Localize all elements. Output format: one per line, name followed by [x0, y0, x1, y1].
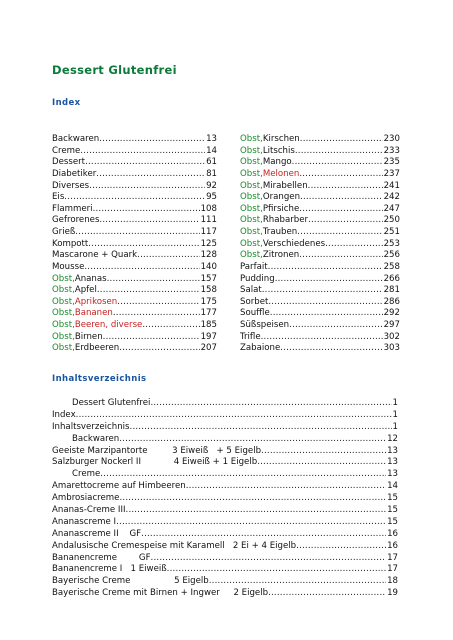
dot-leader: [280, 343, 382, 355]
index-entry-page: 158: [200, 285, 217, 296]
dot-leader: [299, 169, 382, 181]
index-entry-sublabel: Mango: [262, 157, 292, 168]
table-of-contents: [52, 398, 398, 600]
index-entry-label: Kompott: [52, 238, 89, 249]
dot-leader: [137, 250, 199, 262]
index-entry[interactable]: [52, 227, 217, 239]
index-entry-page: 81: [206, 168, 217, 179]
index-entry-page: 303: [383, 343, 400, 354]
index-entry-highlight: Aprikosen: [74, 296, 118, 307]
index-entry-label: Flammeri: [52, 203, 93, 214]
toc-entry[interactable]: [52, 446, 398, 458]
index-entry-sublabel: Erdbeeren: [74, 343, 120, 354]
index-entry[interactable]: [52, 204, 217, 216]
index-entry[interactable]: [52, 285, 217, 297]
dot-leader: [117, 297, 199, 309]
index-entry-page: 253: [383, 238, 400, 249]
dot-leader: [268, 297, 382, 309]
toc-entry[interactable]: [52, 434, 398, 446]
index-entry[interactable]: [240, 192, 400, 204]
dot-leader: [141, 529, 386, 541]
index-entry-label: Zabaione: [240, 343, 281, 354]
toc-entry-label: Ambrosiacreme: [52, 493, 120, 504]
dot-leader: [88, 239, 199, 251]
index-entry[interactable]: [240, 239, 400, 251]
index-entry[interactable]: [52, 181, 217, 193]
index-entry[interactable]: [52, 134, 217, 146]
index-entry-page: 175: [200, 296, 217, 307]
toc-entry-label: Ananas-Creme III: [52, 505, 126, 516]
index-entry-page: 281: [383, 285, 400, 296]
index-entry-label: Parfait: [240, 261, 268, 272]
index-entry-page: 197: [200, 331, 217, 342]
toc-entry-label: Bananencreme I 1 Eiweiß: [52, 564, 167, 575]
dot-leader: [80, 146, 205, 158]
index-entry-label: Obst,: [240, 227, 263, 237]
index-entry-label: Obst,: [52, 296, 75, 307]
toc-entry-label: Salzburger Nockerl II 4 Eiweiß + 1 Eigelb: [52, 457, 258, 468]
index-entry-sublabel: Verschiedenes: [262, 238, 326, 249]
dot-leader: [116, 517, 386, 529]
dot-leader: [295, 146, 383, 158]
index-entry-page: 258: [383, 261, 400, 272]
toc-entry-page: 19: [387, 588, 398, 599]
dot-leader: [209, 576, 386, 588]
index-entry[interactable]: [240, 227, 400, 239]
dot-leader: [308, 181, 383, 193]
index-entry-label: Obst,: [240, 192, 263, 203]
index-entry[interactable]: [240, 332, 400, 344]
index-entry-label: Süßspeisen: [240, 320, 290, 330]
toc-entry-page: 1: [392, 421, 398, 432]
toc-entry-label: Index: [52, 409, 76, 420]
dot-leader: [130, 422, 392, 434]
index-entry-label: Diverses: [52, 180, 90, 191]
index-entry[interactable]: [52, 343, 217, 355]
index-entry-label: Obst,: [52, 308, 75, 319]
dot-leader: [107, 274, 200, 286]
toc-heading: Inhaltsverzeichnis: [52, 374, 147, 384]
dot-leader: [99, 215, 199, 227]
index-entry-highlight: Beeren, diverse: [74, 320, 143, 330]
index-entry[interactable]: [240, 204, 400, 216]
index-entry[interactable]: [240, 262, 400, 274]
index-entry-page: 185: [200, 320, 217, 330]
index-entry-page: 230: [383, 134, 400, 144]
toc-entry[interactable]: [52, 505, 398, 517]
index-entry-label: Grieß: [52, 227, 76, 237]
dot-leader: [119, 493, 386, 505]
index-entry-highlight: Melonen: [262, 168, 300, 179]
toc-entry[interactable]: [52, 469, 398, 481]
dot-leader: [93, 204, 200, 216]
dot-leader: [300, 134, 383, 146]
toc-entry[interactable]: [52, 493, 398, 505]
index-entry-page: 302: [383, 331, 400, 342]
toc-entry-page: 16: [387, 540, 398, 551]
index-entry[interactable]: [52, 169, 217, 181]
index-entry-page: 13: [206, 134, 217, 144]
index-entry-page: 241: [383, 180, 400, 191]
toc-entry-label: Ananascreme II GF: [52, 528, 142, 539]
toc-entry[interactable]: [52, 576, 398, 588]
dot-leader: [186, 481, 386, 493]
index-entry-highlight: Bananen: [74, 308, 113, 319]
index-entry-label: Obst,: [52, 320, 75, 330]
index-entry-sublabel: Pfirsiche: [262, 203, 300, 214]
toc-entry-label: Inhaltsverzeichnis: [52, 421, 130, 432]
index-entry-page: 177: [200, 308, 217, 319]
index-entry-label: Gefrorenes: [52, 215, 100, 226]
index-entry-label: Pudding: [240, 273, 275, 284]
dot-leader: [142, 320, 199, 332]
dot-leader: [261, 332, 383, 344]
index-entry-page: 140: [200, 261, 217, 272]
toc-entry[interactable]: [52, 410, 398, 422]
index-entry-page: 128: [200, 250, 217, 261]
dot-leader: [268, 588, 386, 600]
index-entry[interactable]: [52, 192, 217, 204]
dot-leader: [119, 343, 199, 355]
toc-entry-page: 13: [387, 457, 398, 468]
index-entry-label: Obst,: [240, 203, 263, 214]
index-entry[interactable]: [52, 332, 217, 344]
index-entry-label: Backwaren: [52, 134, 100, 144]
index-entry-sublabel: Mirabellen: [262, 180, 308, 191]
dot-leader: [275, 274, 383, 286]
index-entry[interactable]: [240, 169, 400, 181]
toc-entry-page: 14: [387, 481, 398, 492]
index-entry-page: 251: [383, 227, 400, 237]
index-entry[interactable]: [52, 320, 217, 332]
dot-leader: [113, 308, 200, 320]
toc-entry-page: 12: [387, 433, 398, 444]
index-entry[interactable]: [240, 134, 400, 146]
index-entry-label: Souffle: [240, 308, 270, 319]
dot-leader: [85, 157, 205, 169]
dot-leader: [299, 250, 382, 262]
index-entry-label: Obst,: [240, 238, 263, 249]
index-entry-page: 233: [383, 145, 400, 156]
index-entry-label: Sorbet: [240, 296, 269, 307]
toc-entry[interactable]: [52, 529, 398, 541]
index-entry-page: 250: [383, 215, 400, 226]
dot-leader: [325, 239, 382, 251]
index-entry[interactable]: [52, 146, 217, 158]
dot-leader: [96, 169, 205, 181]
dot-leader: [296, 541, 386, 553]
toc-entry-label: Bananencreme GF: [52, 552, 151, 563]
toc-entry-page: 15: [387, 516, 398, 527]
index-entry-label: Trifle: [240, 331, 261, 342]
index-entry-page: 235: [383, 157, 400, 168]
index-entry-label: Obst,: [240, 180, 263, 191]
index-entry-label: Obst,: [240, 157, 263, 168]
index-entry[interactable]: [240, 146, 400, 158]
toc-entry-label: Amarettocreme auf Himbeeren: [52, 481, 186, 492]
dot-leader: [75, 227, 199, 239]
dot-leader: [167, 564, 386, 576]
index-entry-page: 297: [383, 320, 400, 330]
index-entry-sublabel: Litschis: [262, 145, 295, 156]
dot-leader: [76, 410, 392, 422]
index-entry-page: 242: [383, 192, 400, 203]
toc-entry-page: 13: [387, 445, 398, 456]
index-entry[interactable]: [240, 157, 400, 169]
index-entry[interactable]: [240, 215, 400, 227]
index-entry-label: Mascarone + Quark: [52, 250, 138, 261]
dot-leader: [292, 157, 383, 169]
index-entry[interactable]: [240, 250, 400, 262]
index-column-left: [52, 134, 217, 355]
index-entry-page: 14: [206, 145, 217, 156]
index-entry-label: Salat: [240, 285, 262, 296]
toc-entry-page: 17: [387, 564, 398, 575]
index-entry[interactable]: [240, 320, 400, 332]
toc-entry-page: 1: [392, 409, 398, 420]
index-entry-label: Diabetiker: [52, 168, 97, 179]
index-entry-sublabel: Orangen: [262, 192, 301, 203]
dot-leader: [103, 332, 200, 344]
index-entry[interactable]: [52, 215, 217, 227]
index-entry-page: 117: [200, 227, 217, 237]
index-entry[interactable]: [52, 157, 217, 169]
index-heading: Index: [52, 98, 81, 108]
index-entry-sublabel: Zitronen: [262, 250, 300, 261]
index-entry-page: 95: [206, 192, 217, 203]
toc-entry-label: Andalusische Cremespeise mit Karamell 2 Ei + 4 Eigelb: [52, 540, 297, 551]
index-entry-page: 292: [383, 308, 400, 319]
toc-entry-label: Dessert Glutenfrei: [72, 398, 151, 408]
dot-leader: [99, 134, 205, 146]
toc-entry-label: Bayerische Creme mit Birnen + Ingwer 2 Eigelb: [52, 588, 269, 599]
index-entry-page: 61: [206, 157, 217, 168]
index-entry-page: 247: [383, 203, 400, 214]
index-entry-label: Creme: [52, 145, 81, 156]
index-entry-sublabel: Apfel: [74, 285, 97, 296]
index-entry-page: 237: [383, 168, 400, 179]
index-entry-sublabel: Ananas: [74, 273, 107, 284]
index-entry-label: Obst,: [240, 215, 263, 226]
index-entry-sublabel: Trauben: [262, 227, 298, 237]
index-entry-page: 157: [200, 273, 217, 284]
dot-leader: [308, 215, 383, 227]
toc-entry-label: Creme: [72, 469, 101, 480]
index-entry-page: 125: [200, 238, 217, 249]
dot-leader: [268, 262, 383, 274]
index-entry-page: 266: [383, 273, 400, 284]
index-entry[interactable]: [240, 274, 400, 286]
toc-entry[interactable]: [52, 457, 398, 469]
index-entry-label: Dessert: [52, 157, 86, 168]
index-entry[interactable]: [240, 297, 400, 309]
index-entry[interactable]: [240, 308, 400, 320]
toc-entry-label: Backwaren: [72, 433, 120, 444]
dot-leader: [64, 192, 205, 204]
index-entry-label: Obst,: [52, 273, 75, 284]
index-entry[interactable]: [52, 274, 217, 286]
dot-leader: [300, 192, 383, 204]
toc-entry-page: 15: [387, 493, 398, 504]
dot-leader: [261, 446, 386, 458]
index-entry-label: Obst,: [240, 145, 263, 156]
index-entry-sublabel: Rhabarber: [262, 215, 309, 226]
index-entry[interactable]: [52, 239, 217, 251]
index-entry-page: 108: [200, 203, 217, 214]
document-title: Dessert Glutenfrei: [52, 63, 177, 77]
dot-leader: [289, 320, 382, 332]
index-entry-label: Obst,: [240, 250, 263, 261]
toc-entry-page: 1: [392, 398, 398, 408]
toc-entry[interactable]: [52, 588, 398, 600]
dot-leader: [257, 457, 386, 469]
index-entry[interactable]: [52, 250, 217, 262]
toc-entry[interactable]: [52, 398, 398, 410]
index-entry-label: Obst,: [240, 168, 263, 179]
toc-entry[interactable]: [52, 481, 398, 493]
index-entry-sublabel: Birnen: [74, 331, 103, 342]
index-entry[interactable]: [52, 297, 217, 309]
index-entry-label: Obst,: [52, 343, 75, 354]
dot-leader: [100, 469, 386, 481]
index-entry[interactable]: [240, 181, 400, 193]
dot-leader: [270, 308, 383, 320]
toc-entry-label: Geeiste Marzipantorte 3 Eiweiß + 5 Eigelb: [52, 445, 262, 456]
index-entry-label: Mousse: [52, 261, 85, 272]
dot-leader: [299, 204, 382, 216]
dot-leader: [84, 262, 199, 274]
toc-entry-label: Bayerische Creme 5 Eigelb: [52, 576, 209, 587]
index-entry-label: Eis: [52, 192, 65, 203]
index-entry-sublabel: Kirschen: [262, 134, 300, 144]
index-entry-label: Obst,: [52, 285, 75, 296]
index-entry-page: 207: [200, 343, 217, 354]
index-entry-page: 111: [200, 215, 217, 226]
dot-leader: [297, 227, 382, 239]
toc-entry[interactable]: [52, 541, 398, 553]
index-entry[interactable]: [240, 343, 400, 355]
toc-entry-page: 15: [387, 505, 398, 516]
toc-entry-page: 17: [387, 552, 398, 563]
index-entry-page: 286: [383, 296, 400, 307]
index-entry-label: Obst,: [240, 134, 263, 144]
index-entry[interactable]: [240, 285, 400, 297]
dot-leader: [126, 505, 387, 517]
toc-entry-page: 16: [387, 528, 398, 539]
index-entry[interactable]: [52, 262, 217, 274]
toc-entry-label: Ananascreme I: [52, 516, 117, 527]
dot-leader: [97, 285, 200, 297]
index-entry-page: 92: [206, 180, 217, 191]
toc-entry-page: 18: [387, 576, 398, 587]
toc-entry[interactable]: [52, 553, 398, 565]
dot-leader: [150, 398, 391, 410]
index-entry-page: 256: [383, 250, 400, 261]
index-column-right: [240, 134, 400, 355]
toc-entry[interactable]: [52, 564, 398, 576]
dot-leader: [151, 553, 387, 565]
toc-entry[interactable]: [52, 422, 398, 434]
toc-entry[interactable]: [52, 517, 398, 529]
dot-leader: [262, 285, 383, 297]
index-entry-label: Obst,: [52, 331, 75, 342]
dot-leader: [119, 434, 386, 446]
toc-entry-page: 13: [387, 469, 398, 480]
dot-leader: [89, 181, 205, 193]
index-entry[interactable]: [52, 308, 217, 320]
